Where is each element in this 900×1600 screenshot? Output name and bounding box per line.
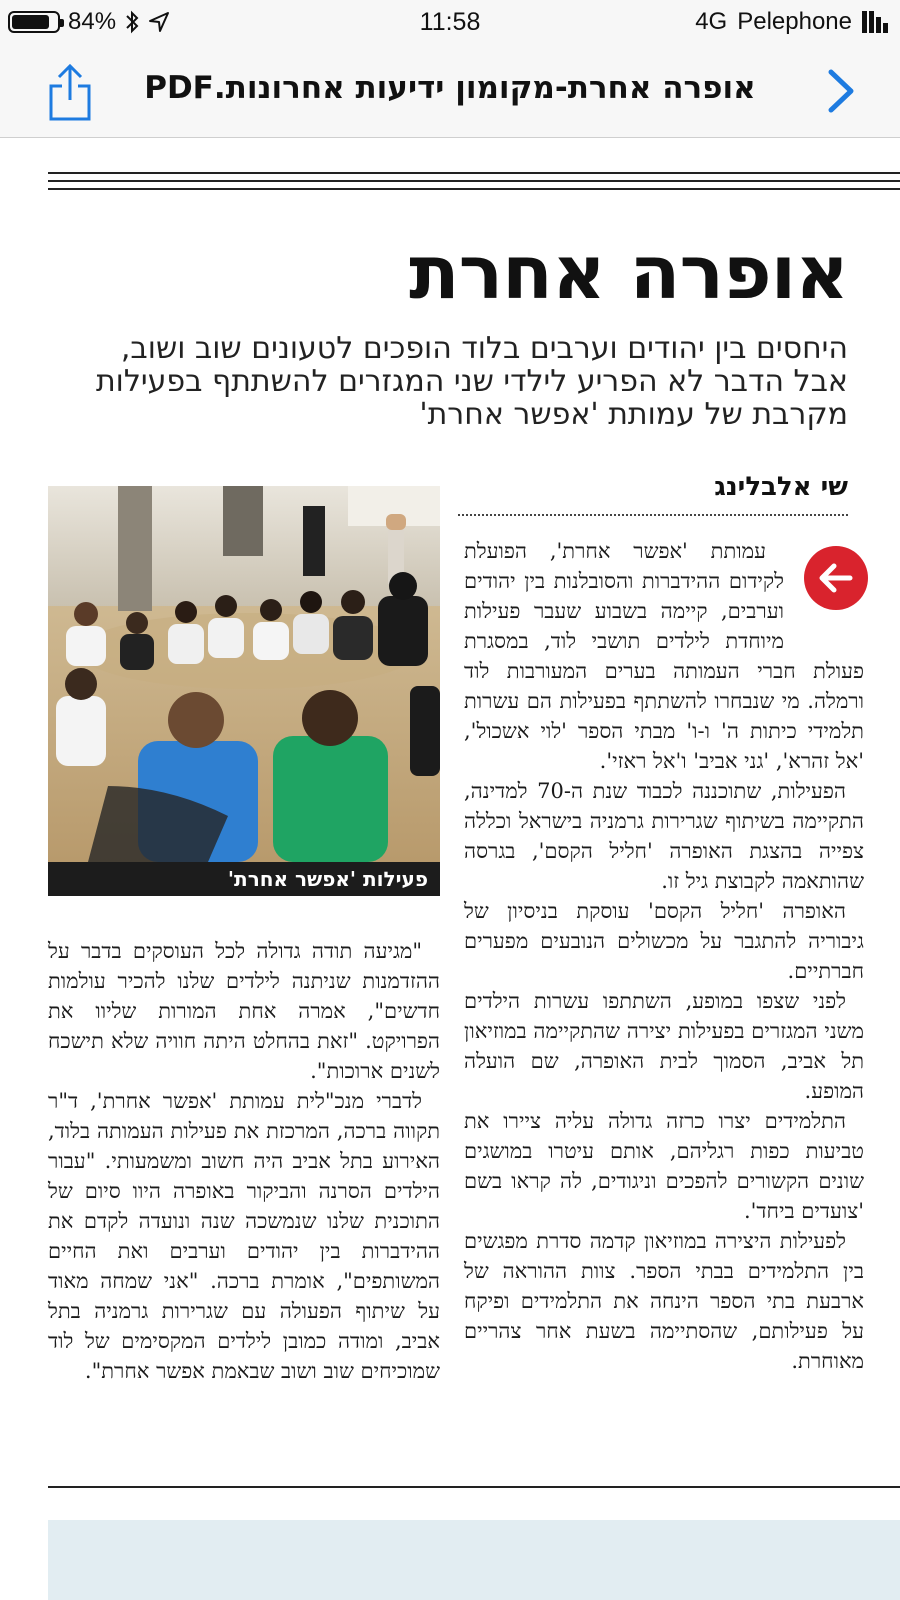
signal-bar	[883, 23, 888, 33]
header-rule	[48, 188, 900, 190]
children-circle-photo	[48, 486, 440, 862]
paragraph: לפעילות היצירה במוזיאון קדמה סדרת מפגשים בין התלמידים בבתי הספר. צוות ההוראה של ארבעת בתי הספר הינחה את התלמידים ופיקח על פעילותם, שהסתיימה בשעת אחר צהריים מאוחרת.	[464, 1229, 864, 1373]
paragraph: לדברי מנכ"לית עמותת 'אפשר אחרת', ד"ר תקווה ברכה, המרכזת את פעילות העמותה בלוד, האירוע בתל אביב היה חשוב ומשמעותי. "עבור הילדים הסרנה והביקור באופרה היוו סיום של התוכנית שלנו שנמשכה שנה ונועדה לקדם את ההידברות בין יהודים וערבים ואת החיים המשותפים", אומרת ברכה. "אני שמחה מאוד על שיתוף הפעולה עם שגרירות גרמניה בתל אביב, ומודה כמובן לילדים המקסימים של לוד שמוכיחים שוב ושוב שבאמת אפשר אחרת".	[48, 1089, 440, 1383]
paragraph: התלמידים יצרו כרזה גדולה עליה ציירו את טביעות כפות רגליהם, אותם עיטרו במושגים שונים הקשורים להפכים וניגודים, לה קראו בשם 'צועדים ביחד'.	[464, 1109, 864, 1223]
footer-rule	[48, 1486, 900, 1488]
battery-percent: 84%	[68, 8, 117, 35]
article-subhead: היחסים בין יהודים וערבים בלוד הופכים לטעונים שוב ושוב, אבל הדבר לא הפריע לילדי שני המגזרים להשתתף בפעילות מקרבת של עמותת 'אפשר אחרת'	[95, 331, 848, 432]
next-article-panel	[48, 1520, 900, 1600]
status-time: 11:58	[419, 8, 481, 36]
article-column-left	[48, 936, 440, 1386]
header-rule	[48, 172, 900, 174]
network-type: 4G	[695, 8, 728, 35]
article-photo	[48, 486, 440, 862]
signal-bar	[876, 17, 881, 33]
paragraph: "מגיעה תודה גדולה לכל העוסקים בדבר על ההזדמנות שניתנה לילדים שלנו להכיר עולמות חדשים", אמרה אחת המורות שליוו את הפרויקט. "זאת בהחלט היתה חוויה שלא תישכח לשנים ארוכות".	[48, 939, 440, 1083]
document-nav-bar	[0, 48, 900, 138]
article-column-right	[464, 536, 864, 1436]
signal-bar	[862, 11, 867, 33]
photo-caption: פעילות 'אפשר אחרת'	[48, 862, 440, 896]
chevron-right-icon[interactable]	[826, 68, 856, 114]
article-headline: אופרה אחרת	[409, 230, 848, 316]
status-bar	[0, 0, 900, 48]
paragraph: הפעילות, שתוכננה לכבוד שנת ה-70 למדינה, התקיימה בשיתוף שגרירות גרמניה בישראל וכללה צפייה בהצגת האופרה 'חליל הקסם', בגרסה שהותאמה לקבוצת גיל זו.	[464, 779, 864, 893]
paragraph: לפני שצפו במופע, השתתפו עשרות הילדים משני המגזרים בפעילות יצירה שהתקיימה במוזיאון תל אביב, הסמוך לבית האופרה, שם הועלה המופע.	[464, 989, 864, 1103]
badge-spacer	[784, 536, 864, 628]
header-rule	[48, 180, 900, 182]
status-right	[695, 8, 888, 36]
paragraph: עמותת 'אפשר אחרת', הפועלת לקידום ההידברות והסובלנות בין יהודים וערבים, קיימה בשבוע שעבר פעילות מיוחדת לילדים תושבי לוד, במסגרת פעולת חברי העמותה בערים המעורבות לוד ורמלה. מי שנבחרו להשתתף בפעילות הם עשרות תלמידי כיתות ה' ו-ו' מבתי הספר 'לוי אשכול', 'אל זהרא', 'גני אביב' ו'אל ראזי'.	[464, 539, 864, 773]
share-icon[interactable]	[48, 62, 92, 122]
signal-bars-icon	[862, 11, 888, 33]
article-byline: שי אלבלינג	[458, 472, 848, 516]
paragraph: האופרה 'חליל הקסם' עוסקת בניסיון של גיבוריה להתגבר על מכשולים הנובעים מפערים חברתיים.	[464, 899, 864, 983]
document-title: אופרה אחרת-מקומון ידיעות אחרונות.PDF	[144, 70, 756, 106]
carrier-name: Pelephone	[737, 8, 852, 35]
signal-bar	[869, 11, 874, 33]
